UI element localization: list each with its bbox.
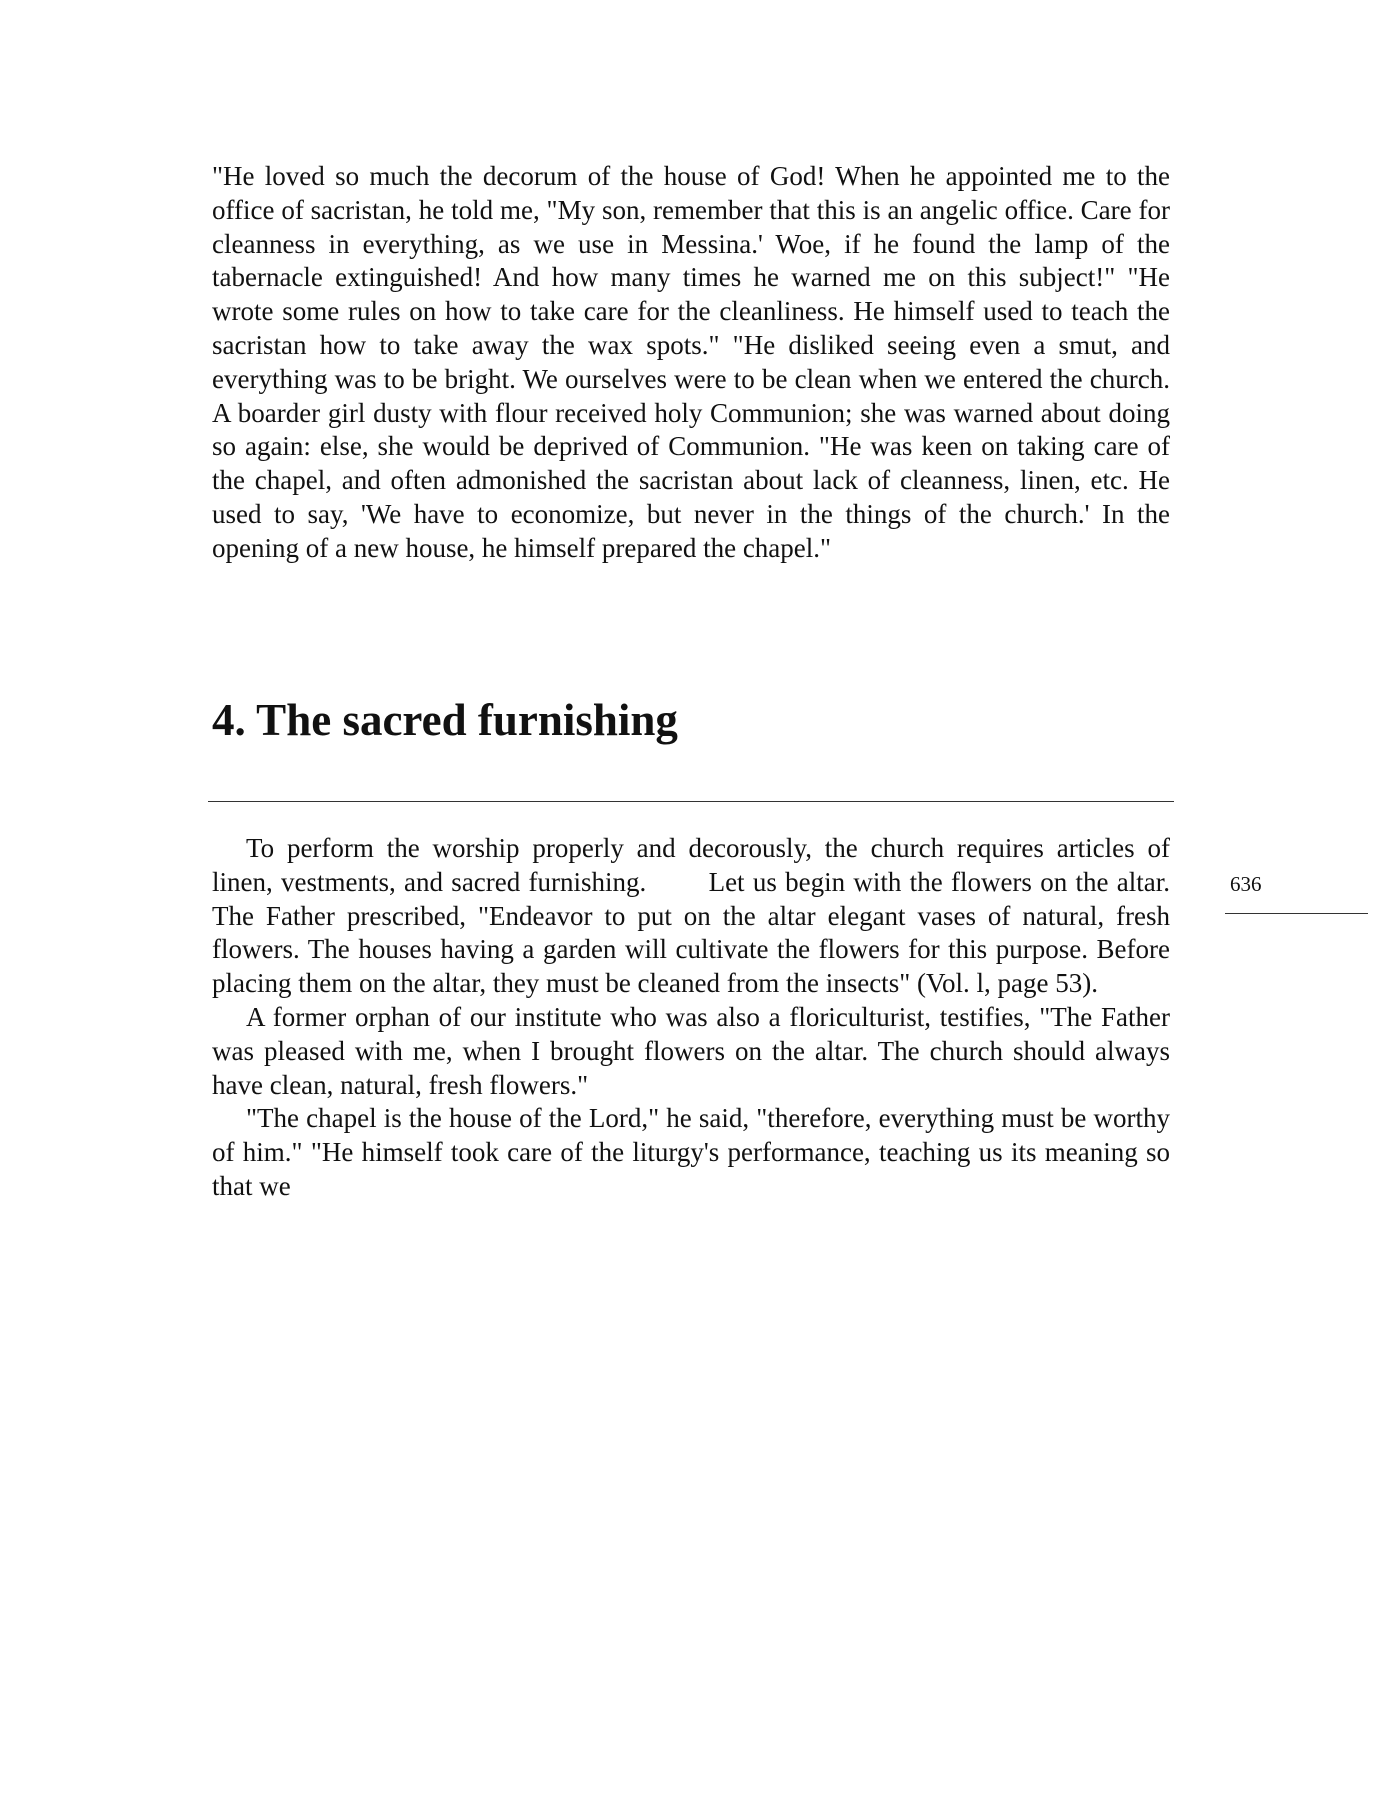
margin-page-number: 636: [1230, 872, 1262, 896]
section-heading: 4. The sacred furnishing: [212, 695, 678, 745]
section-body: [212, 832, 1170, 1204]
margin-divider: [1225, 913, 1368, 914]
body-paragraph-2: A former orphan of our institute who was also a floriculturist, testifies, "The Father was pleased with me, when I brought flowers on the altar. The church should always have clean, natural, fresh flowers.": [212, 1001, 1170, 1100]
section-divider: [208, 801, 1174, 802]
opening-paragraph: "He loved so much the decorum of the house of God! When he appointed me to the office of sacristan, he told me, "My son, remember that this is an angelic office. Care for cleanness in everything, as we use in Messina.' Woe, if he found the lamp of the tabernacle extinguished! And how many times he warned me on this subject!" "He wrote some rules on how to take care for the cleanliness. He himself used to teach the sacristan how to take away the wax spots." "He disliked seeing even a smut, and everything was to be bright. We ourselves were to be clean when we entered the church. A boarder girl dusty with flour received holy Communion; she was warned about doing so again: else, she would be deprived of Communion. "He was keen on taking care of the chapel, and often admonished the sacristan about lack of cleanness, linen, etc. He used to say, 'We have to economize, but never in the things of the church.' In the opening of a new house, he himself prepared the chapel.": [212, 161, 1170, 563]
body-paragraph-3: "The chapel is the house of the Lord," he said, "therefore, everything must be worthy of him." "He himself took care of the liturgy's performance, teaching us its meaning so that we: [212, 1103, 1170, 1201]
body-paragraph-1: To perform the worship properly and decorously, the church requires articles of linen, vestments, and sacred furnishing. Let us begin with the flowers on the altar. The Father prescribed, "Endeavor to put on the altar elegant vases of natural, fresh flowers. The houses having a garden will cultivate the flowers for this purpose. Before placing them on the altar, they must be cleaned from the insects" (Vol. l, page 53).: [212, 833, 1170, 999]
